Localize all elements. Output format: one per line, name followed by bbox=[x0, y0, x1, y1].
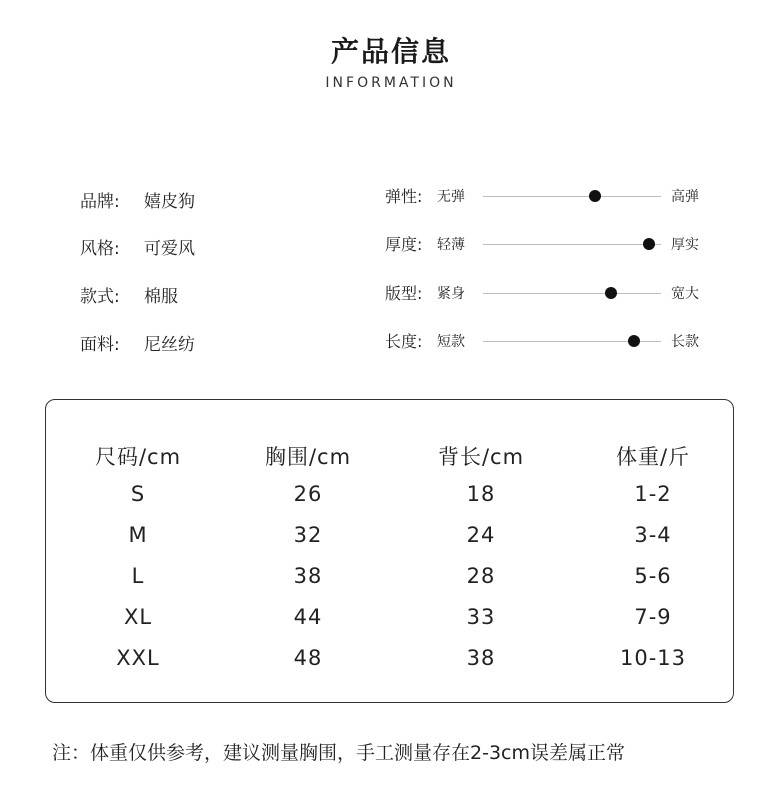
attr-low-label: 无弹 bbox=[437, 189, 465, 205]
page-title: 产品信息 bbox=[330, 35, 451, 68]
page-subtitle: INFORMATION bbox=[325, 75, 457, 91]
info-value: 棉服 bbox=[144, 287, 178, 307]
info-row-brand bbox=[80, 187, 195, 212]
info-value: 可爱风 bbox=[144, 239, 195, 259]
footnote: 注：体重仅供参考，建议测量胸围，手工测量存在2-3cm误差属正常 bbox=[52, 742, 625, 764]
table-cell: 32 bbox=[293, 523, 323, 547]
attr-row-length bbox=[385, 329, 715, 353]
attr-high-label: 高弹 bbox=[671, 189, 699, 205]
size-table bbox=[45, 399, 734, 703]
table-header-cell: 体重/斤 bbox=[615, 445, 691, 469]
attr-row-thickness bbox=[385, 232, 715, 256]
table-header-cell: 尺码/cm bbox=[94, 445, 182, 469]
attr-high-label: 长款 bbox=[671, 334, 699, 350]
table-cell: M bbox=[128, 523, 148, 547]
table-cell: 7-9 bbox=[634, 605, 672, 629]
attr-high-label: 厚实 bbox=[671, 237, 699, 253]
attr-track bbox=[483, 244, 661, 245]
table-cell: 10-13 bbox=[619, 646, 687, 670]
info-value: 尼丝纺 bbox=[144, 335, 195, 355]
info-label: 品牌: bbox=[80, 192, 120, 212]
attr-row-elasticity bbox=[385, 184, 715, 208]
info-row-style bbox=[80, 234, 195, 259]
info-label: 风格: bbox=[80, 239, 120, 259]
table-cell: S bbox=[130, 482, 146, 506]
table-header-cell: 背长/cm bbox=[437, 445, 525, 469]
attr-label: 弹性: bbox=[385, 187, 423, 206]
info-row-fabric bbox=[80, 330, 195, 355]
table-cell: 18 bbox=[466, 482, 496, 506]
table-cell: XXL bbox=[116, 646, 160, 670]
table-header-cell: 胸围/cm bbox=[264, 445, 352, 469]
table-cell: 48 bbox=[293, 646, 323, 670]
info-label: 款式: bbox=[80, 287, 120, 307]
attr-level-dot bbox=[605, 287, 617, 299]
attr-label: 版型: bbox=[385, 284, 423, 303]
table-cell: 38 bbox=[293, 564, 323, 588]
attr-level-dot bbox=[589, 190, 601, 202]
attr-row-fit bbox=[385, 281, 715, 305]
table-cell: L bbox=[131, 564, 145, 588]
table-cell: 38 bbox=[466, 646, 496, 670]
attr-label: 长度: bbox=[385, 332, 423, 351]
attr-low-label: 紧身 bbox=[437, 286, 465, 302]
table-cell: 3-4 bbox=[634, 523, 672, 547]
table-cell: XL bbox=[123, 605, 153, 629]
table-cell: 28 bbox=[466, 564, 496, 588]
attr-level-dot bbox=[628, 335, 640, 347]
info-value: 嬉皮狗 bbox=[144, 192, 195, 212]
table-cell: 5-6 bbox=[634, 564, 672, 588]
attr-low-label: 轻薄 bbox=[437, 237, 465, 253]
info-label: 面料: bbox=[80, 335, 120, 355]
table-cell: 33 bbox=[466, 605, 496, 629]
attr-track bbox=[483, 196, 661, 197]
attr-label: 厚度: bbox=[385, 235, 423, 254]
table-cell: 26 bbox=[293, 482, 323, 506]
table-cell: 24 bbox=[466, 523, 496, 547]
attr-high-label: 宽大 bbox=[671, 286, 699, 302]
attr-track bbox=[483, 293, 661, 294]
info-row-type bbox=[80, 282, 178, 307]
attr-low-label: 短款 bbox=[437, 334, 465, 350]
table-cell: 44 bbox=[293, 605, 323, 629]
table-cell: 1-2 bbox=[634, 482, 672, 506]
attr-level-dot bbox=[643, 238, 655, 250]
